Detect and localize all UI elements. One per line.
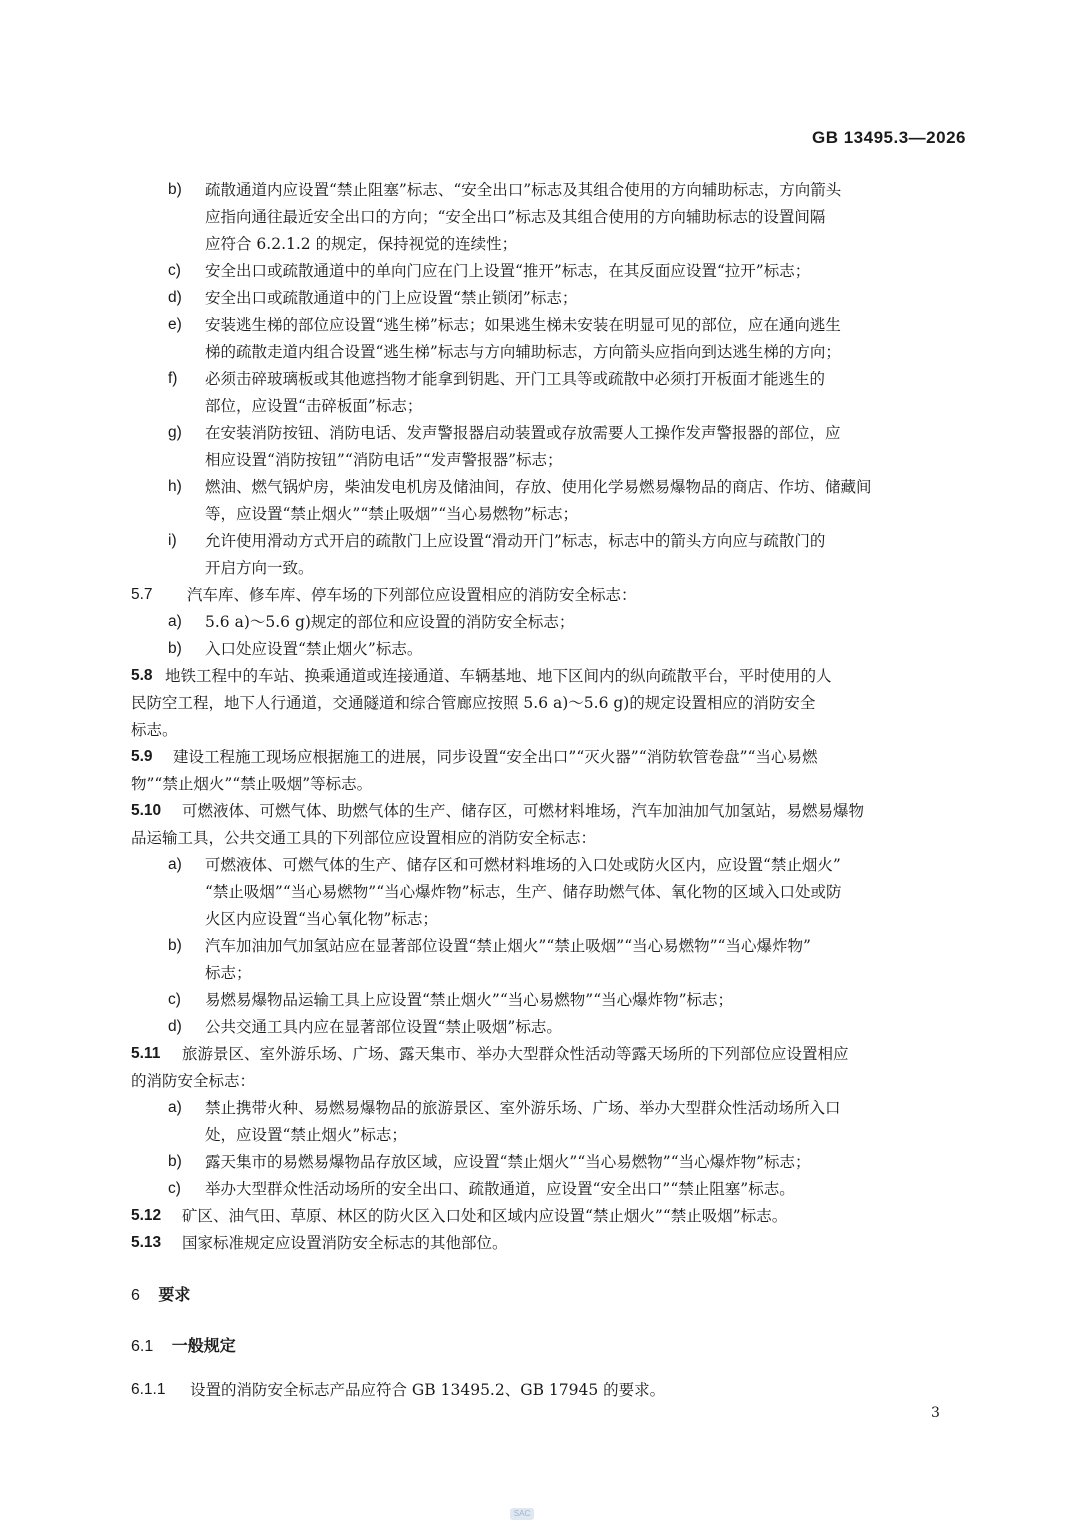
- text-line: 必须击碎玻璃板或其他遮挡物才能拿到钥匙、开门工具等或疏散中必须打开板面才能逃生的: [205, 370, 826, 388]
- item-label: a): [168, 613, 182, 630]
- clause-number: 5.10: [131, 802, 162, 819]
- text-line: 矿区、油气田、草原、林区的防火区入口处和区域内应设置“禁止烟火”“禁止吸烟”标志。: [182, 1207, 788, 1225]
- clause-number: 5.12: [131, 1207, 162, 1224]
- text-line: 地铁工程中的车站、换乘通道或连接通道、车辆基地、地下区间内的纵向疏散平台，平时使用的人: [165, 667, 832, 685]
- item-label: b): [168, 1153, 182, 1170]
- text-line: 梯的疏散走道内组合设置“逃生梯”标志与方向辅助标志，方向箭头应指向到达逃生梯的方向；: [205, 343, 841, 361]
- watermark-logo: SAC: [510, 1508, 534, 1520]
- clause-number: 6.1.1: [131, 1381, 166, 1398]
- text-line: 标志；: [205, 964, 252, 982]
- item-label: g): [168, 424, 182, 441]
- text-line: 在安装消防按钮、消防电话、发声警报器启动装置或存放需要人工操作发声警报器的部位，应: [205, 424, 841, 442]
- text-line: 可燃液体、可燃气体的生产、储存区和可燃材料堆场的入口处或防火区内，应设置“禁止烟火”: [205, 856, 841, 874]
- text-line: 疏散通道内应设置“禁止阻塞”标志、“安全出口”标志及其组合使用的方向辅助标志，方向箭头: [205, 181, 842, 199]
- text-line: 标志。: [131, 721, 178, 739]
- subsection-number: 6.1: [131, 1338, 154, 1355]
- item-label: c): [168, 1180, 181, 1197]
- item-label: c): [168, 262, 181, 279]
- item-label: d): [168, 1018, 182, 1035]
- section-title: 要求: [158, 1287, 191, 1304]
- text-line: 部位，应设置“击碎板面”标志；: [205, 397, 423, 415]
- text-line: 国家标准规定应设置消防安全标志的其他部位。: [182, 1234, 508, 1252]
- text-line: 入口处应设置“禁止烟火”标志。: [205, 640, 423, 658]
- text-line: 相应设置“消防按钮”“消防电话”“发声警报器”标志；: [205, 451, 563, 469]
- item-label: d): [168, 289, 182, 306]
- text-line: 的消防安全标志：: [131, 1072, 256, 1090]
- page-number: 3: [931, 1405, 940, 1421]
- text-line: 燃油、燃气锅炉房，柴油发电机房及储油间，存放、使用化学易燃易爆物品的商店、作坊、储藏间: [205, 478, 872, 496]
- text-line: 建设工程施工现场应根据施工的进展，同步设置“安全出口”“灭火器”“消防软管卷盘”“当心易燃: [173, 748, 818, 766]
- text-line: 应指向通往最近安全出口的方向；“安全出口”标志及其组合使用的方向辅助标志的设置间隔: [205, 208, 826, 226]
- clause-number: 5.11: [131, 1045, 161, 1062]
- text-line: 露天集市的易燃易爆物品存放区域，应设置“禁止烟火”“当心易燃物”“当心爆炸物”标志；: [205, 1153, 811, 1171]
- text-line: 汽车加油加气加氢站应在显著部位设置“禁止烟火”“禁止吸烟”“当心易燃物”“当心爆炸物”: [205, 937, 811, 955]
- standard-header: [812, 128, 966, 148]
- text-line: 5.6 a)～5.6 g)规定的部位和应设置的消防安全标志；: [205, 613, 575, 631]
- subsection-title: 一般规定: [171, 1338, 236, 1355]
- item-label: a): [168, 1099, 182, 1116]
- text-line: 安装逃生梯的部位应设置“逃生梯”标志；如果逃生梯未安装在明显可见的部位，应在通向逃生: [205, 316, 841, 334]
- clause-number: 5.13: [131, 1234, 162, 1251]
- item-label: b): [168, 937, 182, 954]
- text-line: 品运输工具，公共交通工具的下列部位应设置相应的消防安全标志：: [131, 829, 597, 847]
- subsection-heading: [131, 1337, 236, 1357]
- text-line: 举办大型群众性活动场所的安全出口、疏散通道，应设置“安全出口”“禁止阻塞”标志。: [205, 1180, 795, 1198]
- standard-number: 13495.3—2026: [843, 128, 966, 147]
- text-line: 易燃易爆物品运输工具上应设置“禁止烟火”“当心易燃物”“当心爆炸物”标志；: [205, 991, 734, 1009]
- text-line: “禁止吸烟”“当心易燃物”“当心爆炸物”标志，生产、储存助燃气体、氧化物的区域入口处或防: [205, 883, 842, 901]
- item-label: a): [168, 856, 182, 873]
- clause-number: 5.7: [131, 586, 153, 603]
- text-line: 旅游景区、室外游乐场、广场、露天集市、举办大型群众性活动等露天场所的下列部位应设置相应: [182, 1045, 849, 1063]
- text-line: 允许使用滑动方式开启的疏散门上应设置“滑动开门”标志，标志中的箭头方向应与疏散门的: [205, 532, 826, 550]
- item-label: f): [168, 370, 178, 387]
- item-label: i): [168, 532, 177, 549]
- text-line: 安全出口或疏散通道中的单向门应在门上设置“推开”标志，在其反面应设置“拉开”标志；: [205, 262, 811, 280]
- clause-number: 5.9: [131, 748, 153, 765]
- text-line: 等，应设置“禁止烟火”“禁止吸烟”“当心易燃物”标志；: [205, 505, 579, 523]
- item-label: e): [168, 316, 182, 333]
- text-line: 民防空工程，地下人行通道，交通隧道和综合管廊应按照 5.6 a)～5.6 g)的规定设置相应的消防安全: [131, 694, 816, 712]
- item-label: b): [168, 181, 182, 198]
- text-line: 设置的消防安全标志产品应符合 GB 13495.2、GB 17945 的要求。: [190, 1381, 666, 1399]
- text-line: 开启方向一致。: [205, 559, 314, 577]
- text-line: 物”“禁止烟火”“禁止吸烟”等标志。: [131, 775, 373, 793]
- text-line: 应符合 6.2.1.2 的规定，保持视觉的连续性；: [205, 235, 518, 253]
- text-line: 火区内应设置“当心氧化物”标志；: [205, 910, 438, 928]
- text-line: 公共交通工具内应在显著部位设置“禁止吸烟”标志。: [205, 1018, 562, 1036]
- item-label: b): [168, 640, 182, 657]
- clause-number: 5.8: [131, 667, 153, 684]
- section-number: 6: [131, 1287, 140, 1304]
- item-label: c): [168, 991, 181, 1008]
- section-heading: [131, 1286, 190, 1306]
- text-line: 汽车库、修车库、停车场的下列部位应设置相应的消防安全标志：: [187, 586, 637, 604]
- text-line: 可燃液体、可燃气体、助燃气体的生产、储存区，可燃材料堆场，汽车加油加气加氢站，易燃易爆物: [182, 802, 865, 820]
- text-line: 处，应设置“禁止烟火”标志；: [205, 1126, 407, 1144]
- text-line: 安全出口或疏散通道中的门上应设置“禁止锁闭”标志；: [205, 289, 578, 307]
- item-label: h): [168, 478, 182, 495]
- text-line: 禁止携带火种、易燃易爆物品的旅游景区、室外游乐场、广场、举办大型群众性活动场所入口: [205, 1099, 841, 1117]
- standard-prefix: GB: [811, 128, 839, 147]
